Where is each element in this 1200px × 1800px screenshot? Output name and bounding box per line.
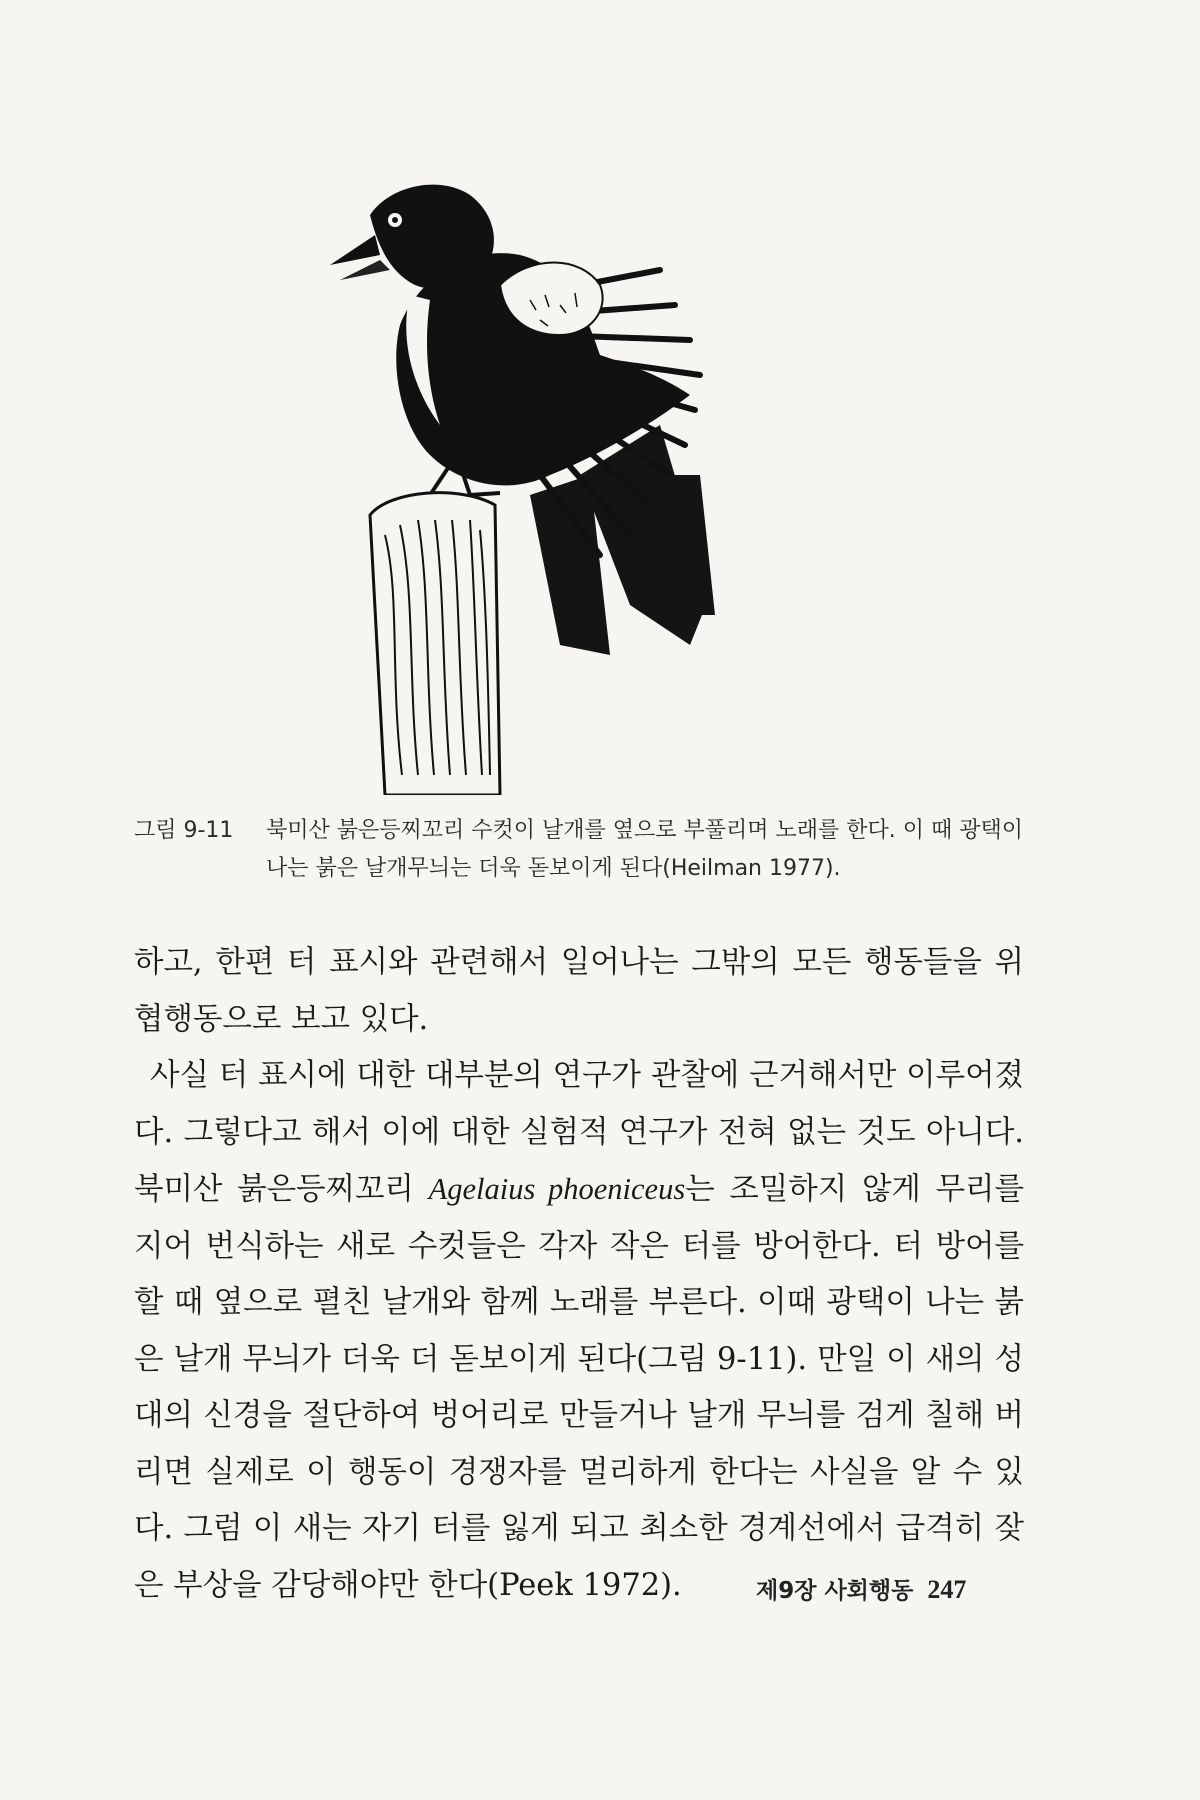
bird-drawing [330,175,870,795]
paragraph-1: 하고, 한편 터 표시와 관련해서 일어나는 그밖의 모든 행동들을 위협행동으로 보고 있다. [134,945,1024,1037]
body-text [134,935,1024,1614]
figure-label: 그림 9-11 [134,818,234,843]
figure-caption-text: 북미산 붉은등찌꼬리 수컷이 날개를 옆으로 부풀리며 노래를 한다. 이 때 광택이 나는 붉은 날개무늬는 더욱 돋보이게 된다(Heilman 1977). [266,818,1023,881]
bird-head [370,185,494,289]
species-name: Agelaius phoeniceus [428,1172,686,1206]
paragraph-2 [134,1048,1024,1614]
page-footer [756,1572,966,1605]
paragraph-2-part-1: 사실 터 표시에 대한 대부분의 연구가 관찰에 근거해서만 이루어졌다. 그렇다고 해서 이에 대한 실험적 연구가 전혀 없는 것도 아니다. 북미산 붉은등찌꼬리 [134,1058,1024,1207]
blackbird-illustration [330,175,870,795]
wooden-post [370,493,500,795]
bird-beak [330,235,380,265]
paragraph-2-part-2: 는 조밀하지 않게 무리를 지어 번식하는 새로 수컷들은 각자 작은 터를 방어한다. 터 방어를 할 때 옆으로 펼친 날개와 함께 노래를 부른다. 이때 광택이 나는 붉은 날개 무늬가 더욱 더 돋보이게 된다(그림 9-11). 만일 이 새의 성대의 신경을 절단하여 벙어리로 만들거나 날개 무늬를 검게 칠해 버리면 실제로 이 행동이 경쟁자를 멀리하게 한다는 사실을 알 수 있다. 그럼 이 새는 자기 터를 잃게 되고 최소한 경계선에서 급격히 잦은 부상을 감당해야만 한다(Peek 1972). [134,1172,1024,1603]
chapter-title: 제9장 사회행동 [756,1578,914,1604]
bird-beak-lower [340,260,390,280]
figure-caption [134,812,1034,888]
page-number: 247 [927,1575,967,1604]
